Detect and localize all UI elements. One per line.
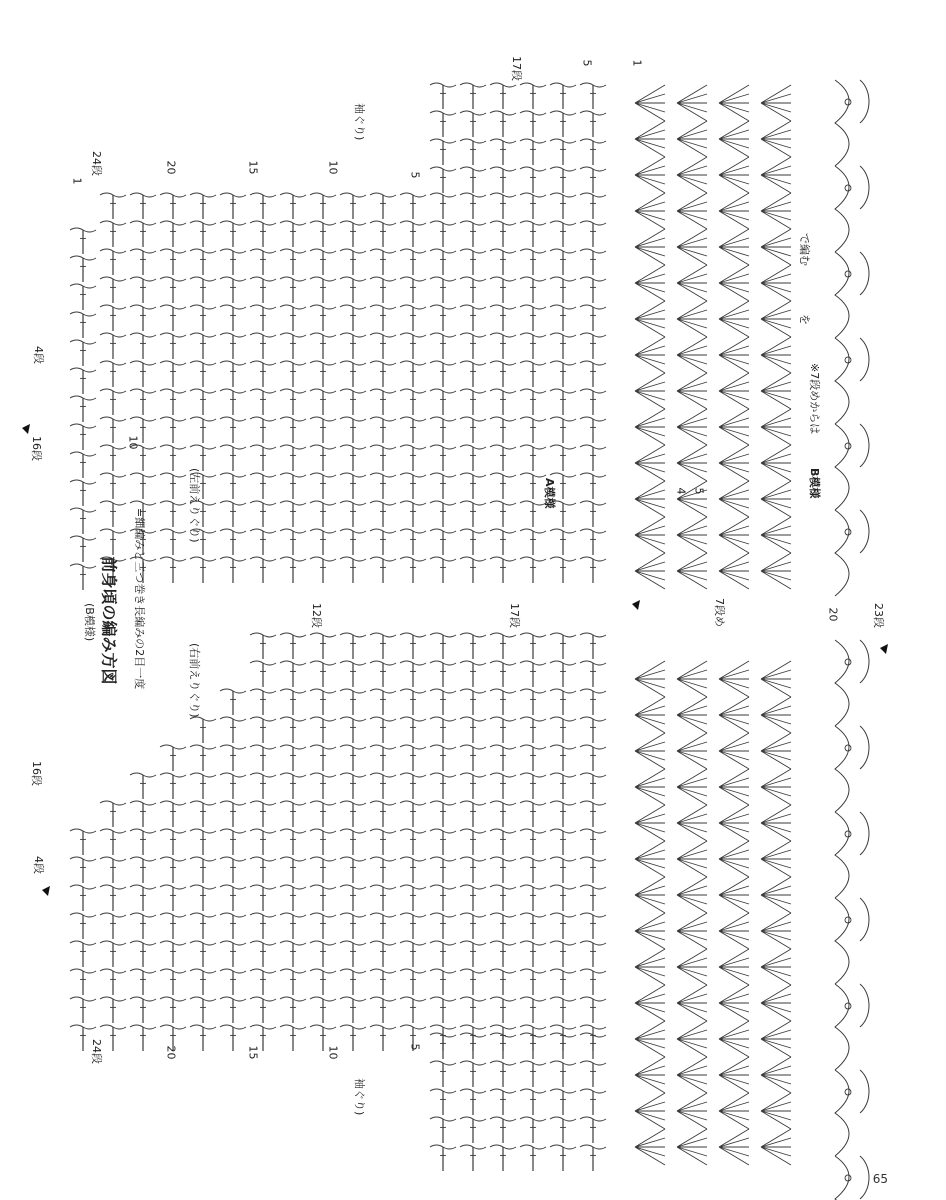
scallop-edge [835,640,849,726]
row-label-23: 23段 [872,603,885,628]
row-label-17-mid: 17段 [508,603,521,628]
fan-stitch [635,337,665,373]
fan-stitch [635,697,665,733]
fan-stitch [761,769,791,805]
scallop-edge [835,166,849,252]
count-label-5: 5 [692,487,706,495]
row-label-1-a: 1 [630,59,644,67]
row-label-17-top: 17段 [510,56,523,81]
picot [845,1089,851,1095]
fan-stitch [677,229,707,265]
scallop-edge [835,252,849,338]
fan-stitch [635,1057,665,1093]
fan-stitch [677,301,707,337]
armhole-label-top: 袖ぐり) [353,103,366,141]
fan-stitch [719,553,749,589]
fan-stitch [677,85,707,121]
row-label-15-top: 15 [246,160,260,175]
fan-stitch [761,229,791,265]
fan-stitch [635,805,665,841]
scallop-edge [835,80,849,166]
scallop-edge [835,898,849,984]
row-label-4-top: 4段 [32,346,45,364]
fan-stitch [761,373,791,409]
b-pattern-note: ※7段めからは [808,363,821,435]
fan-stitch [719,517,749,553]
left-front-grid [70,633,606,1171]
picot [845,357,851,363]
legend-stitch-note: =細編みと三つ巻き長編みの2目一度 [133,508,146,690]
fan-stitch [761,733,791,769]
picot [845,529,851,535]
fan-stitch [719,301,749,337]
fan-stitch [677,409,707,445]
fan-stitch [719,1093,749,1129]
fan-stitch [719,913,749,949]
row-marker-triangle [632,600,640,610]
picot-edge [860,338,869,381]
fan-stitch [719,265,749,301]
row-label-10-top: 10 [326,160,340,175]
fan-stitch [761,301,791,337]
fan-stitch [719,229,749,265]
fan-stitch [635,769,665,805]
picot-edge [860,510,869,553]
fan-stitch [677,1093,707,1129]
fan-stitch [677,769,707,805]
fan-stitch [635,157,665,193]
b-pattern-note-end: で編む [798,233,811,266]
picot [845,443,851,449]
fan-stitch [635,517,665,553]
fan-stitch [635,841,665,877]
picot-edge [860,252,869,295]
fan-stitch [719,1129,749,1165]
fan-stitch [635,553,665,589]
b-pattern-label: B模様 [808,468,821,499]
fan-stitch [761,877,791,913]
row-marker-triangle [22,424,30,434]
fan-stitch [677,121,707,157]
row-label-10-mid: 10 [126,435,140,450]
scallop-edge [835,424,849,510]
fan-stitch [719,841,749,877]
picot [845,271,851,277]
row-label-4-bottom: 4段 [32,856,45,874]
fan-stitch [677,553,707,589]
fan-stitch [719,409,749,445]
scallop-edge [835,984,849,1070]
diagram-title: 前身頃の編み方図 [99,556,119,685]
fan-stitch [677,841,707,877]
fan-stitch [677,337,707,373]
picot-edge [860,1070,869,1113]
row-label-12: 12段 [310,603,323,628]
picot-edge [860,1156,869,1199]
b-pattern-edging-top [835,80,869,596]
right-neck-label: (右前えりぐり) [188,643,201,718]
fan-stitch [635,121,665,157]
fan-stitch [635,1093,665,1129]
fan-stitch [635,409,665,445]
picot [845,1175,851,1181]
fan-stitch [635,949,665,985]
fan-stitch [761,265,791,301]
fan-stitch [761,661,791,697]
fan-stitch [677,157,707,193]
fan-stitch [719,697,749,733]
fan-stitch [677,733,707,769]
row-label-10-bottom: 10 [326,1045,340,1060]
fan-stitch [677,1129,707,1165]
row-label-5-top: 5 [408,171,422,179]
picot-edge [860,812,869,855]
picot [845,831,851,837]
fan-stitch [635,445,665,481]
fan-stitch [677,1057,707,1093]
fan-stitch [719,877,749,913]
fan-stitch [761,985,791,1021]
row-label-24-bottom: 24段 [90,1039,103,1064]
scallop-edge [835,338,849,424]
picot [845,659,851,665]
row-label-24-top: 24段 [90,151,103,176]
fan-stitch [719,373,749,409]
fan-stitch [761,1057,791,1093]
fan-stitch [761,553,791,589]
fan-stitch [761,121,791,157]
fan-stitch [719,1021,749,1057]
row-label-7: 7段め [713,598,726,627]
fan-stitch [635,985,665,1021]
row-label-5-bottom: 5 [408,1043,422,1051]
fan-stitch [719,157,749,193]
picot [845,745,851,751]
fan-stitch [635,661,665,697]
a-pattern-label: A模様 [543,478,556,509]
fan-stitch [677,805,707,841]
fan-stitch [635,373,665,409]
fan-stitch [719,985,749,1021]
fan-stitch [761,913,791,949]
fan-stitch [677,445,707,481]
row-label-20-top: 20 [164,160,178,175]
fan-stitch [635,229,665,265]
fan-stitch [761,445,791,481]
count-label-4: 4 [674,487,688,495]
fan-stitch [677,985,707,1021]
fan-stitch [635,1129,665,1165]
picot-edge [860,726,869,769]
right-front-grid [70,83,606,590]
picot [845,917,851,923]
fan-stitch [635,301,665,337]
fan-stitch [761,85,791,121]
scallop-edge [835,1156,849,1200]
row-markers [22,424,888,896]
fan-stitch [677,949,707,985]
fan-stitch [761,337,791,373]
fan-stitch [719,805,749,841]
fan-stitch [719,445,749,481]
fan-stitch [635,193,665,229]
fan-stitch [761,841,791,877]
picot [845,185,851,191]
fan-stitch [761,805,791,841]
scallop-edge [835,510,849,596]
fan-stitch [719,769,749,805]
picot [845,1003,851,1009]
row-label-5-a: 5 [580,59,594,67]
scallop-edge [835,1070,849,1156]
left-neck-label: (左前えりぐり) [188,468,201,543]
row-marker-triangle [880,644,888,654]
fan-stitch [761,517,791,553]
fan-stitch [635,85,665,121]
fan-stitch [719,661,749,697]
fan-stitch [719,121,749,157]
picot-edge [860,640,869,683]
fan-stitch [719,949,749,985]
fan-stitch [719,337,749,373]
fan-stitch [635,481,665,517]
row-label-15-bottom: 15 [246,1045,260,1060]
fan-stitch [635,265,665,301]
fan-stitch [719,193,749,229]
page-number: 65 [872,1172,888,1186]
fan-stitch [761,1093,791,1129]
fan-stitch [635,877,665,913]
fan-stitch [719,1057,749,1093]
fan-stitch [761,697,791,733]
row-label-20-b: 20 [826,607,840,622]
fan-stitch [761,949,791,985]
fan-stitch [719,481,749,517]
fan-stitch [761,1129,791,1165]
fan-stitch [677,697,707,733]
fan-stitch [677,193,707,229]
fan-stitch [677,517,707,553]
fan-stitch [677,265,707,301]
row-label-20-bottom: 20 [164,1045,178,1060]
picot-edge [860,166,869,209]
armhole-label-bottom: 袖ぐり) [353,1078,366,1116]
fan-stitch [719,85,749,121]
b-pattern-note-mid: を [798,314,811,325]
picot-edge [860,898,869,941]
fan-stitch [635,733,665,769]
picot [845,99,851,105]
fan-stitch [761,157,791,193]
fan-stitch [635,1021,665,1057]
fan-stitch [635,913,665,949]
fan-stitch [719,733,749,769]
fan-stitch [761,193,791,229]
scallop-edge [835,726,849,812]
fan-stitch [677,877,707,913]
scallop-edge [835,812,849,898]
fan-stitch [761,409,791,445]
picot-edge [860,424,869,467]
picot-edge [860,984,869,1027]
fan-stitch [761,1021,791,1057]
b-pattern-edging-bottom [835,640,869,1200]
fan-stitch [677,661,707,697]
fan-stitch [761,481,791,517]
legend-b-symbol: (B模様) [83,603,96,642]
row-label-1-top: 1 [70,177,84,185]
fan-stitch [677,913,707,949]
fan-stitch [677,373,707,409]
row-label-16-top: 16段 [30,436,43,461]
row-label-16-bottom: 16段 [30,761,43,786]
fan-stitch [677,1021,707,1057]
picot-edge [860,80,869,123]
